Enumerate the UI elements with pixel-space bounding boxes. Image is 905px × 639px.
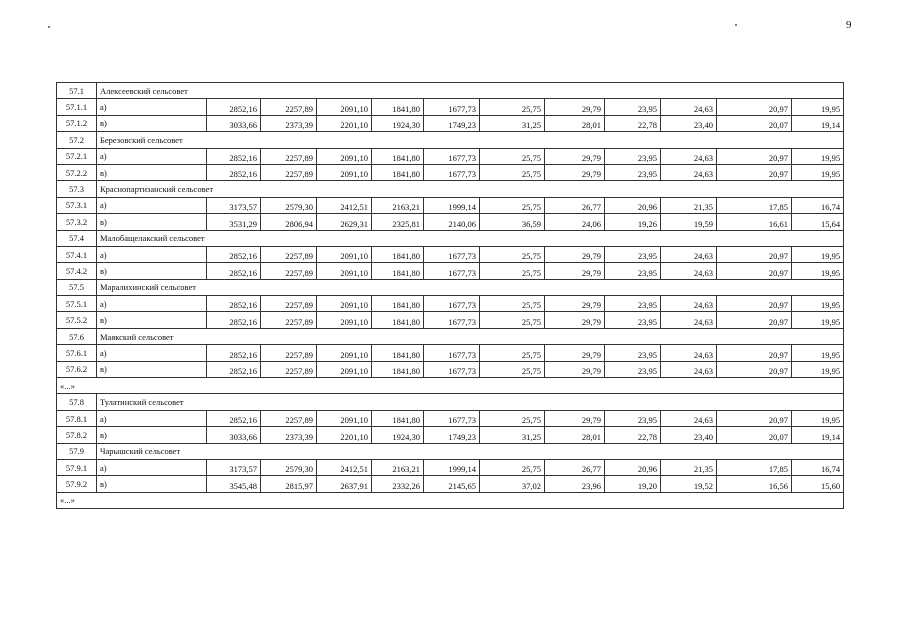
value-cell: 2852,16 (207, 148, 261, 164)
table-row (57, 296, 844, 312)
section-header-row (57, 132, 844, 148)
value-cell: 1677,73 (424, 312, 480, 328)
table-row (57, 214, 844, 230)
page-number: 9 (846, 19, 852, 31)
value-cell: 2852,16 (207, 164, 261, 180)
section-code: 57.2 (57, 132, 97, 148)
row-code: 57.8.1 (57, 410, 97, 426)
value-cell: 1841,80 (372, 99, 424, 115)
value-cell: 25,75 (480, 459, 545, 475)
table-row (57, 197, 844, 213)
value-cell: 21,35 (661, 459, 717, 475)
value-cell: 24,63 (661, 361, 717, 377)
table-row (57, 164, 844, 180)
value-cell: 2257,89 (261, 148, 317, 164)
value-cell: 2373,39 (261, 427, 317, 443)
table-row (57, 312, 844, 328)
value-cell: 3033,66 (207, 115, 261, 131)
value-cell: 20,97 (717, 263, 792, 279)
row-code: 57.6.1 (57, 345, 97, 361)
value-cell: 25,75 (480, 361, 545, 377)
value-cell: 2852,16 (207, 296, 261, 312)
value-cell: 23,95 (605, 148, 661, 164)
value-cell: 1749,23 (424, 115, 480, 131)
row-code: 57.4.2 (57, 263, 97, 279)
section-code: 57.6 (57, 328, 97, 344)
value-cell: 20,97 (717, 164, 792, 180)
value-cell: 20,97 (717, 345, 792, 361)
value-cell: 29,79 (545, 99, 605, 115)
value-cell: 2091,10 (317, 148, 372, 164)
row-label: а) (97, 148, 207, 164)
row-label: в) (97, 476, 207, 492)
table-row (57, 148, 844, 164)
value-cell: 2257,89 (261, 164, 317, 180)
value-cell: 21,35 (661, 197, 717, 213)
section-code: 57.3 (57, 181, 97, 197)
row-label: в) (97, 312, 207, 328)
row-code: 57.5.1 (57, 296, 97, 312)
value-cell: 25,75 (480, 345, 545, 361)
value-cell: 15,60 (792, 476, 844, 492)
value-cell: 1677,73 (424, 361, 480, 377)
row-label: а) (97, 296, 207, 312)
value-cell: 3173,57 (207, 459, 261, 475)
value-cell: 29,79 (545, 148, 605, 164)
value-cell: 25,75 (480, 410, 545, 426)
value-cell: 1749,23 (424, 427, 480, 443)
section-header-row (57, 181, 844, 197)
value-cell: 20,07 (717, 115, 792, 131)
value-cell: 29,79 (545, 312, 605, 328)
value-cell: 2257,89 (261, 410, 317, 426)
section-header-row (57, 230, 844, 246)
table-row (57, 361, 844, 377)
value-cell: 1841,80 (372, 246, 424, 262)
value-cell: 22,78 (605, 427, 661, 443)
value-cell: 1677,73 (424, 296, 480, 312)
row-code: 57.4.1 (57, 246, 97, 262)
value-cell: 20,97 (717, 361, 792, 377)
value-cell: 19,95 (792, 296, 844, 312)
value-cell: 20,96 (605, 459, 661, 475)
value-cell: 1841,80 (372, 410, 424, 426)
value-cell: 29,79 (545, 164, 605, 180)
value-cell: 19,59 (661, 214, 717, 230)
row-label: в) (97, 164, 207, 180)
value-cell: 2145,65 (424, 476, 480, 492)
value-cell: 25,75 (480, 246, 545, 262)
table-row (57, 459, 844, 475)
value-cell: 3531,29 (207, 214, 261, 230)
value-cell: 15,64 (792, 214, 844, 230)
value-cell: 23,95 (605, 246, 661, 262)
value-cell: 28,01 (545, 115, 605, 131)
value-cell: 1841,80 (372, 312, 424, 328)
value-cell: 24,63 (661, 312, 717, 328)
row-code: 57.9.2 (57, 476, 97, 492)
section-name: Маякский сельсовет (97, 328, 844, 344)
row-code: 57.3.1 (57, 197, 97, 213)
section-code: 57.5 (57, 279, 97, 295)
value-cell: 2091,10 (317, 312, 372, 328)
value-cell: 24,06 (545, 214, 605, 230)
value-cell: 25,75 (480, 99, 545, 115)
value-cell: 36,59 (480, 214, 545, 230)
value-cell: 2257,89 (261, 312, 317, 328)
value-cell: 2629,31 (317, 214, 372, 230)
value-cell: 29,79 (545, 296, 605, 312)
value-cell: 2579,30 (261, 197, 317, 213)
value-cell: 2332,26 (372, 476, 424, 492)
section-name: Маралихинский сельсовет (97, 279, 844, 295)
value-cell: 24,63 (661, 148, 717, 164)
value-cell: 24,63 (661, 296, 717, 312)
value-cell: 24,63 (661, 164, 717, 180)
value-cell: 22,78 (605, 115, 661, 131)
value-cell: 24,63 (661, 99, 717, 115)
section-code: 57.8 (57, 394, 97, 410)
value-cell: 2852,16 (207, 99, 261, 115)
value-cell: 1677,73 (424, 263, 480, 279)
value-cell: 23,40 (661, 115, 717, 131)
value-cell: 20,97 (717, 246, 792, 262)
row-label: в) (97, 263, 207, 279)
section-header-row (57, 83, 844, 99)
ellipsis-row (57, 492, 844, 508)
value-cell: 2091,10 (317, 263, 372, 279)
value-cell: 19,95 (792, 312, 844, 328)
value-cell: 20,07 (717, 427, 792, 443)
value-cell: 19,95 (792, 263, 844, 279)
value-cell: 16,74 (792, 197, 844, 213)
value-cell: 3173,57 (207, 197, 261, 213)
value-cell: 2852,16 (207, 312, 261, 328)
row-label: в) (97, 214, 207, 230)
value-cell: 2852,16 (207, 263, 261, 279)
value-cell: 19,95 (792, 99, 844, 115)
value-cell: 16,56 (717, 476, 792, 492)
value-cell: 19,14 (792, 115, 844, 131)
value-cell: 26,77 (545, 459, 605, 475)
value-cell: 2201,10 (317, 115, 372, 131)
value-cell: 25,75 (480, 296, 545, 312)
value-cell: 2579,30 (261, 459, 317, 475)
row-code: 57.1.1 (57, 99, 97, 115)
row-label: а) (97, 410, 207, 426)
value-cell: 1677,73 (424, 246, 480, 262)
value-cell: 19,95 (792, 345, 844, 361)
row-label: в) (97, 115, 207, 131)
value-cell: 1841,80 (372, 345, 424, 361)
value-cell: 2140,06 (424, 214, 480, 230)
value-cell: 1999,14 (424, 459, 480, 475)
value-cell: 2257,89 (261, 263, 317, 279)
value-cell: 19,20 (605, 476, 661, 492)
section-header-row (57, 279, 844, 295)
value-cell: 2091,10 (317, 296, 372, 312)
value-cell: 20,97 (717, 99, 792, 115)
scan-speck (48, 26, 50, 28)
value-cell: 1841,80 (372, 148, 424, 164)
scan-speck (735, 24, 737, 26)
value-cell: 17,85 (717, 459, 792, 475)
ellipsis-row (57, 378, 844, 394)
section-code: 57.9 (57, 443, 97, 459)
value-cell: 24,63 (661, 246, 717, 262)
row-label: а) (97, 197, 207, 213)
value-cell: 23,95 (605, 263, 661, 279)
value-cell: 2257,89 (261, 296, 317, 312)
table-row (57, 115, 844, 131)
value-cell: 19,26 (605, 214, 661, 230)
table-row (57, 99, 844, 115)
row-label: а) (97, 459, 207, 475)
value-cell: 19,95 (792, 246, 844, 262)
value-cell: 23,96 (545, 476, 605, 492)
value-cell: 2257,89 (261, 246, 317, 262)
value-cell: 19,14 (792, 427, 844, 443)
value-cell: 28,01 (545, 427, 605, 443)
value-cell: 20,96 (605, 197, 661, 213)
value-cell: 16,74 (792, 459, 844, 475)
value-cell: 24,63 (661, 410, 717, 426)
row-label: в) (97, 361, 207, 377)
value-cell: 19,95 (792, 361, 844, 377)
value-cell: 23,95 (605, 296, 661, 312)
value-cell: 31,25 (480, 427, 545, 443)
value-cell: 2091,10 (317, 99, 372, 115)
value-cell: 2257,89 (261, 99, 317, 115)
value-cell: 2373,39 (261, 115, 317, 131)
row-code: 57.1.2 (57, 115, 97, 131)
value-cell: 1677,73 (424, 410, 480, 426)
value-cell: 2806,94 (261, 214, 317, 230)
section-code: 57.4 (57, 230, 97, 246)
section-name: Малобащелакский сельсовет (97, 230, 844, 246)
value-cell: 2412,51 (317, 197, 372, 213)
section-name: Краснопартизанский сельсовет (97, 181, 844, 197)
value-cell: 2815,97 (261, 476, 317, 492)
value-cell: 29,79 (545, 263, 605, 279)
value-cell: 19,95 (792, 410, 844, 426)
value-cell: 23,95 (605, 312, 661, 328)
value-cell: 23,95 (605, 410, 661, 426)
value-cell: 24,63 (661, 345, 717, 361)
value-cell: 2091,10 (317, 410, 372, 426)
value-cell: 2412,51 (317, 459, 372, 475)
row-label: а) (97, 246, 207, 262)
value-cell: 20,97 (717, 410, 792, 426)
row-code: 57.2.1 (57, 148, 97, 164)
table-row (57, 427, 844, 443)
value-cell: 2163,21 (372, 459, 424, 475)
value-cell: 25,75 (480, 148, 545, 164)
row-code: 57.2.2 (57, 164, 97, 180)
value-cell: 29,79 (545, 410, 605, 426)
section-header-row (57, 328, 844, 344)
row-code: 57.8.2 (57, 427, 97, 443)
section-name: Алексеевский сельсовет (97, 83, 844, 99)
value-cell: 29,79 (545, 345, 605, 361)
value-cell: 23,95 (605, 345, 661, 361)
value-cell: 31,25 (480, 115, 545, 131)
section-name: Тулатинский сельсовет (97, 394, 844, 410)
value-cell: 3545,48 (207, 476, 261, 492)
value-cell: 29,79 (545, 361, 605, 377)
row-label: а) (97, 99, 207, 115)
value-cell: 1924,30 (372, 427, 424, 443)
value-cell: 2852,16 (207, 345, 261, 361)
value-cell: 1677,73 (424, 164, 480, 180)
value-cell: 23,95 (605, 164, 661, 180)
value-cell: 2852,16 (207, 410, 261, 426)
value-cell: 2257,89 (261, 361, 317, 377)
table-row (57, 263, 844, 279)
value-cell: 1841,80 (372, 164, 424, 180)
value-cell: 2091,10 (317, 345, 372, 361)
value-cell: 16,61 (717, 214, 792, 230)
value-cell: 1999,14 (424, 197, 480, 213)
value-cell: 17,85 (717, 197, 792, 213)
row-code: 57.6.2 (57, 361, 97, 377)
value-cell: 2852,16 (207, 246, 261, 262)
value-cell: 20,97 (717, 296, 792, 312)
value-cell: 23,95 (605, 361, 661, 377)
value-cell: 23,95 (605, 99, 661, 115)
table-row (57, 345, 844, 361)
value-cell: 1924,30 (372, 115, 424, 131)
value-cell: 2637,91 (317, 476, 372, 492)
value-cell: 2163,21 (372, 197, 424, 213)
row-code: 57.5.2 (57, 312, 97, 328)
value-cell: 2091,10 (317, 361, 372, 377)
value-cell: 25,75 (480, 164, 545, 180)
value-cell: 1841,80 (372, 263, 424, 279)
value-cell: 29,79 (545, 246, 605, 262)
table-row (57, 246, 844, 262)
row-label: в) (97, 427, 207, 443)
value-cell: 2325,81 (372, 214, 424, 230)
ellipsis-cell: «...» (57, 378, 844, 394)
value-cell: 1677,73 (424, 345, 480, 361)
section-name: Чарышский сельсовет (97, 443, 844, 459)
value-cell: 25,75 (480, 312, 545, 328)
value-cell: 1677,73 (424, 148, 480, 164)
value-cell: 25,75 (480, 197, 545, 213)
row-code: 57.3.2 (57, 214, 97, 230)
tariff-table (56, 82, 844, 509)
value-cell: 20,97 (717, 312, 792, 328)
row-code: 57.9.1 (57, 459, 97, 475)
value-cell: 2091,10 (317, 164, 372, 180)
value-cell: 2852,16 (207, 361, 261, 377)
value-cell: 25,75 (480, 263, 545, 279)
table-row (57, 410, 844, 426)
value-cell: 19,52 (661, 476, 717, 492)
row-label: а) (97, 345, 207, 361)
section-header-row (57, 443, 844, 459)
table-body (57, 83, 844, 509)
value-cell: 3033,66 (207, 427, 261, 443)
value-cell: 19,95 (792, 148, 844, 164)
ellipsis-cell: «...» (57, 492, 844, 508)
value-cell: 23,40 (661, 427, 717, 443)
value-cell: 2091,10 (317, 246, 372, 262)
value-cell: 1841,80 (372, 296, 424, 312)
value-cell: 26,77 (545, 197, 605, 213)
value-cell: 19,95 (792, 164, 844, 180)
value-cell: 2257,89 (261, 345, 317, 361)
value-cell: 1677,73 (424, 99, 480, 115)
value-cell: 20,97 (717, 148, 792, 164)
section-name: Березовский сельсовет (97, 132, 844, 148)
table-row (57, 476, 844, 492)
section-code: 57.1 (57, 83, 97, 99)
value-cell: 24,63 (661, 263, 717, 279)
value-cell: 1841,80 (372, 361, 424, 377)
value-cell: 2201,10 (317, 427, 372, 443)
value-cell: 37,02 (480, 476, 545, 492)
section-header-row (57, 394, 844, 410)
